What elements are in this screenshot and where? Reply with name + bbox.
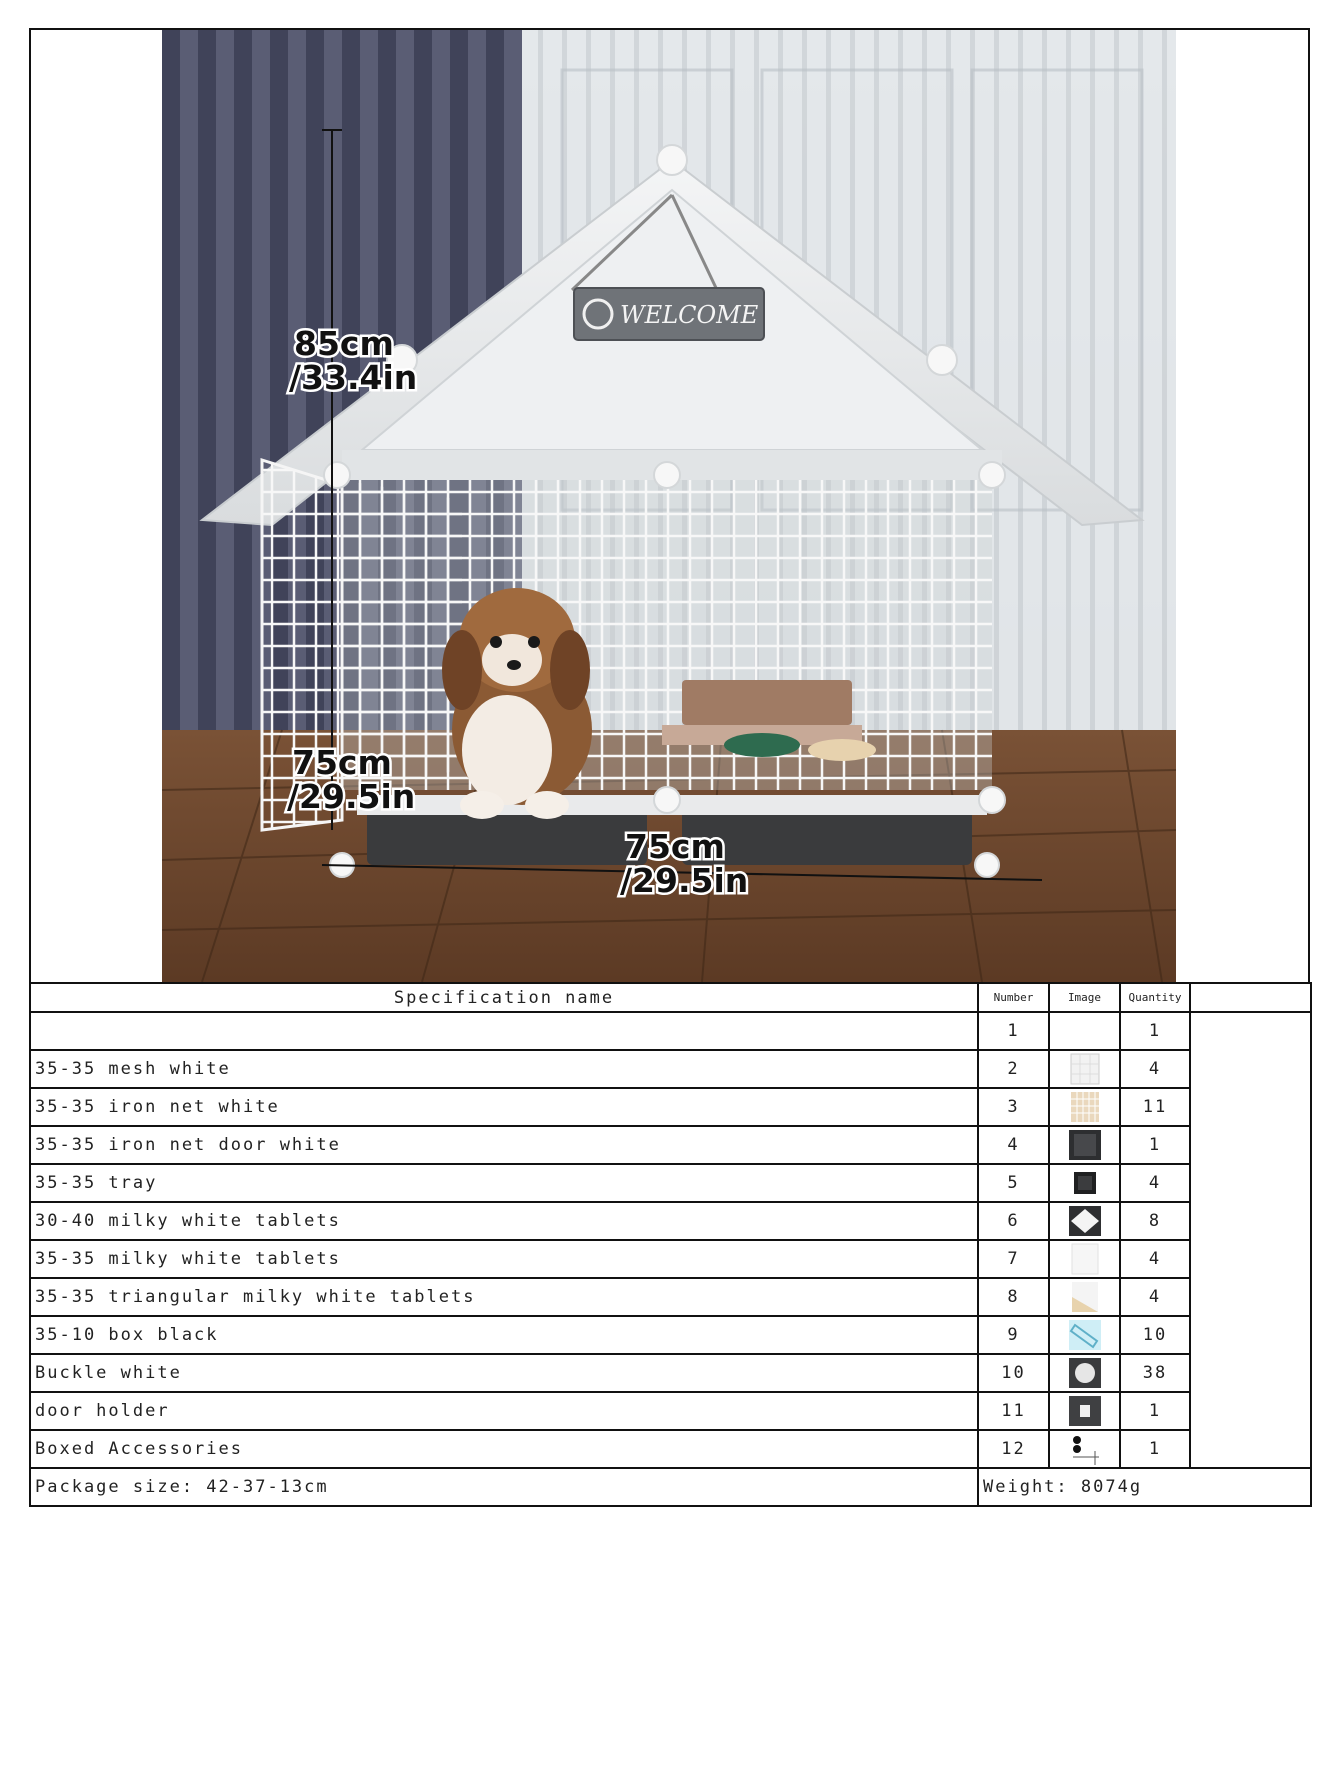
- row-quantity: 38: [1120, 1354, 1190, 1392]
- table-row: [30, 1202, 1311, 1240]
- row-blank-cell: [1190, 1278, 1311, 1316]
- row-quantity: 4: [1120, 1240, 1190, 1278]
- row-specification-name: door holder: [30, 1392, 978, 1430]
- header-blank-cell: [1190, 983, 1311, 1012]
- row-image: [1049, 1278, 1120, 1316]
- row-quantity: 1: [1120, 1012, 1190, 1050]
- row-image: [1049, 1430, 1120, 1468]
- table-row: [30, 1392, 1311, 1430]
- row-number: 7: [978, 1240, 1049, 1278]
- header-image: Image: [1049, 983, 1120, 1012]
- specification-table: [29, 982, 1312, 1507]
- row-blank-cell: [1190, 1354, 1311, 1392]
- row-number: 6: [978, 1202, 1049, 1240]
- row-number: 10: [978, 1354, 1049, 1392]
- row-number: 8: [978, 1278, 1049, 1316]
- table-body: [30, 1012, 1311, 1468]
- square-tablet-icon: [1065, 1241, 1105, 1277]
- height-dimension-cm: 85cm: [294, 324, 394, 363]
- welcome-sign-text: WELCOME: [620, 301, 759, 329]
- row-specification-name: 35-35 mesh white: [30, 1050, 978, 1088]
- row-blank-cell: [1190, 1050, 1311, 1088]
- row-image: [1049, 1354, 1120, 1392]
- row-image: [1049, 1012, 1120, 1050]
- tray-icon: [1065, 1165, 1105, 1201]
- table-row: [30, 1012, 1311, 1050]
- table-row: [30, 1430, 1311, 1468]
- row-quantity: 1: [1120, 1430, 1190, 1468]
- tablet-icon: [1065, 1203, 1105, 1239]
- accessories-icon: [1065, 1431, 1105, 1467]
- buckle-icon: [1065, 1355, 1105, 1391]
- row-specification-name: 35-35 iron net door white: [30, 1126, 978, 1164]
- row-specification-name: 30-40 milky white tablets: [30, 1202, 978, 1240]
- iron-net-icon: [1065, 1089, 1105, 1125]
- depth-dimension-in: /29.5in: [287, 777, 416, 816]
- row-blank-cell: [1190, 1316, 1311, 1354]
- row-image: [1049, 1392, 1120, 1430]
- width-dimension-in: /29.5in: [620, 861, 749, 900]
- table-row: [30, 1278, 1311, 1316]
- triangle-tablet-icon: [1065, 1279, 1105, 1315]
- header-number: Number: [978, 983, 1049, 1012]
- table-row: [30, 1316, 1311, 1354]
- row-image: [1049, 1164, 1120, 1202]
- row-image: [1049, 1050, 1120, 1088]
- row-blank-cell: [1190, 1012, 1311, 1050]
- row-blank-cell: [1190, 1126, 1311, 1164]
- row-number: 9: [978, 1316, 1049, 1354]
- row-number: 3: [978, 1088, 1049, 1126]
- row-number: 12: [978, 1430, 1049, 1468]
- width-dimension-cm: 75cm: [625, 827, 725, 866]
- row-quantity: 4: [1120, 1050, 1190, 1088]
- row-blank-cell: [1190, 1240, 1311, 1278]
- table-row: [30, 1240, 1311, 1278]
- row-quantity: 1: [1120, 1126, 1190, 1164]
- row-number: 1: [978, 1012, 1049, 1050]
- row-quantity: 10: [1120, 1316, 1190, 1354]
- row-blank-cell: [1190, 1430, 1311, 1468]
- row-quantity: 4: [1120, 1278, 1190, 1316]
- row-image: [1049, 1088, 1120, 1126]
- row-blank-cell: [1190, 1088, 1311, 1126]
- row-image: [1049, 1126, 1120, 1164]
- door-holder-icon: [1065, 1393, 1105, 1429]
- header-quantity: Quantity: [1120, 983, 1190, 1012]
- row-specification-name: 35-35 milky white tablets: [30, 1240, 978, 1278]
- row-image: [1049, 1240, 1120, 1278]
- box-icon: [1065, 1317, 1105, 1353]
- row-number: 2: [978, 1050, 1049, 1088]
- row-specification-name: [30, 1012, 978, 1050]
- height-dimension-in: /33.4in: [289, 358, 418, 397]
- product-photo: [162, 30, 1176, 982]
- row-specification-name: Buckle white: [30, 1354, 978, 1392]
- row-quantity: 1: [1120, 1392, 1190, 1430]
- header-specification-name: Specification name: [30, 983, 978, 1012]
- door-panel-icon: [1065, 1127, 1105, 1163]
- row-specification-name: 35-10 box black: [30, 1316, 978, 1354]
- table-header-row: [30, 983, 1311, 1012]
- row-quantity: 4: [1120, 1164, 1190, 1202]
- package-size: Package size: 42-37-13cm: [30, 1468, 978, 1506]
- row-specification-name: 35-35 triangular milky white tablets: [30, 1278, 978, 1316]
- row-blank-cell: [1190, 1202, 1311, 1240]
- depth-dimension-cm: 75cm: [292, 743, 392, 782]
- table-row: [30, 1164, 1311, 1202]
- row-specification-name: 35-35 tray: [30, 1164, 978, 1202]
- row-blank-cell: [1190, 1164, 1311, 1202]
- mesh-panel-icon: [1065, 1051, 1105, 1087]
- row-quantity: 11: [1120, 1088, 1190, 1126]
- table-row: [30, 1088, 1311, 1126]
- row-number: 5: [978, 1164, 1049, 1202]
- table-row: [30, 1050, 1311, 1088]
- row-blank-cell: [1190, 1392, 1311, 1430]
- table-row: [30, 1126, 1311, 1164]
- table-footer-row: [30, 1468, 1311, 1506]
- table-row: [30, 1354, 1311, 1392]
- row-number: 11: [978, 1392, 1049, 1430]
- row-specification-name: 35-35 iron net white: [30, 1088, 978, 1126]
- weight: Weight: 8074g: [978, 1468, 1311, 1506]
- row-image: [1049, 1202, 1120, 1240]
- row-specification-name: Boxed Accessories: [30, 1430, 978, 1468]
- row-quantity: 8: [1120, 1202, 1190, 1240]
- row-image: [1049, 1316, 1120, 1354]
- row-number: 4: [978, 1126, 1049, 1164]
